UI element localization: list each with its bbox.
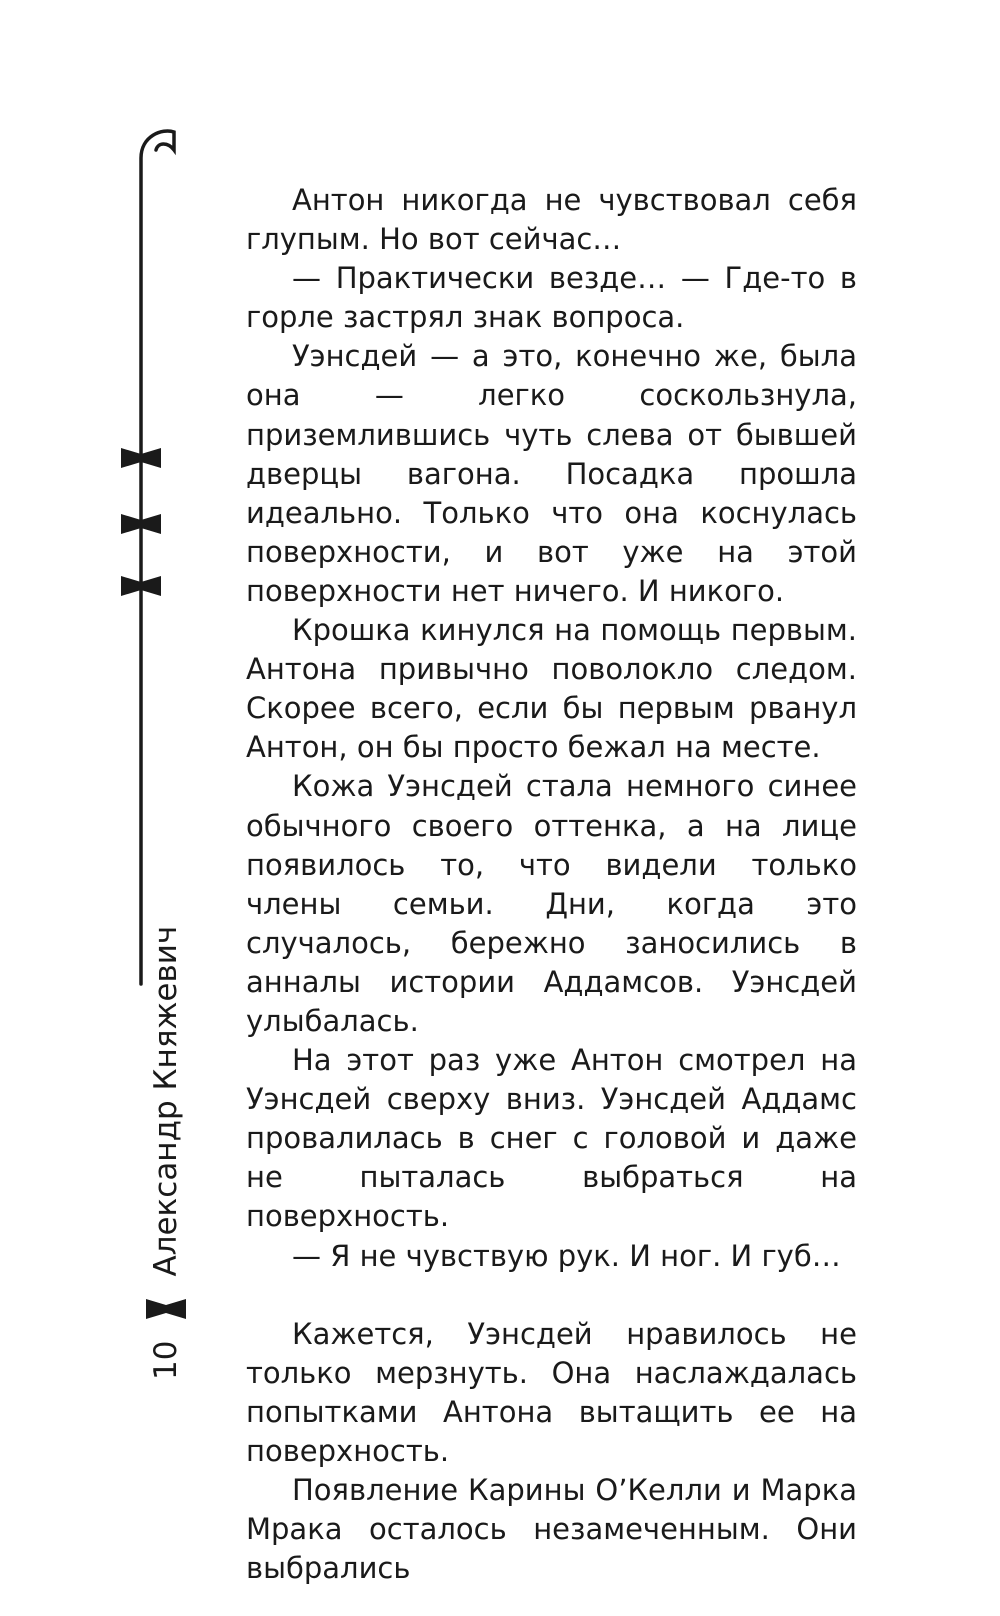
page-number: 10 bbox=[147, 1340, 184, 1380]
paragraph: Уэнсдей — а это, конечно же, была она — легко соскользнула, приземлившись чуть слева от бывшей дверцы вагона. Посадка прошла идеально. Только что она коснулась поверхности, и вот уже на этой поверхности нет ничего. И никого. bbox=[246, 339, 857, 608]
paragraph: — Я не чувствую рук. И ног. И губ… bbox=[292, 1238, 841, 1273]
running-head bbox=[146, 926, 186, 1380]
paragraph: Крошка кинулся на помощь первым. Антона привычно поволокло следом. Скорее всего, если бы первым рванул Антон, он бы просто бежал на месте. bbox=[246, 613, 857, 765]
paragraph: Кожа Уэнсдей стала немного синее обычного своего оттенка, а на лице появилось то, что видели только члены семьи. Дни, когда это случалось, бережно заносились в анналы истории Аддамсов. Уэнсдей улыбалась. bbox=[246, 769, 857, 1038]
ornament-divider-icon bbox=[118, 128, 188, 988]
paragraph: Кажется, Уэнсдей нравилось не только мерзнуть. Она наслаждалась попытками Антона вытащить ее на поверхность. bbox=[246, 1316, 857, 1468]
body-text bbox=[246, 181, 857, 1588]
paragraph: На этот раз уже Антон смотрел на Уэнсдей сверху вниз. Уэнсдей Аддамс провалилась в снег с головой и даже не пыталась выбраться на поверхность. bbox=[246, 1043, 857, 1234]
paragraph: Антон никогда не чувствовал себя глупым. Но вот сейчас… bbox=[246, 183, 857, 257]
section-break bbox=[246, 1276, 857, 1315]
paragraph: Появление Карины О’Келли и Марка Мрака осталось незамеченным. Они выбрались bbox=[246, 1473, 857, 1586]
author-name: Александр Княжевич bbox=[147, 925, 184, 1277]
paragraph: — Практически везде… — Где-то в горле застрял знак вопроса. bbox=[246, 261, 857, 335]
bow-tie-icon bbox=[146, 1299, 186, 1319]
